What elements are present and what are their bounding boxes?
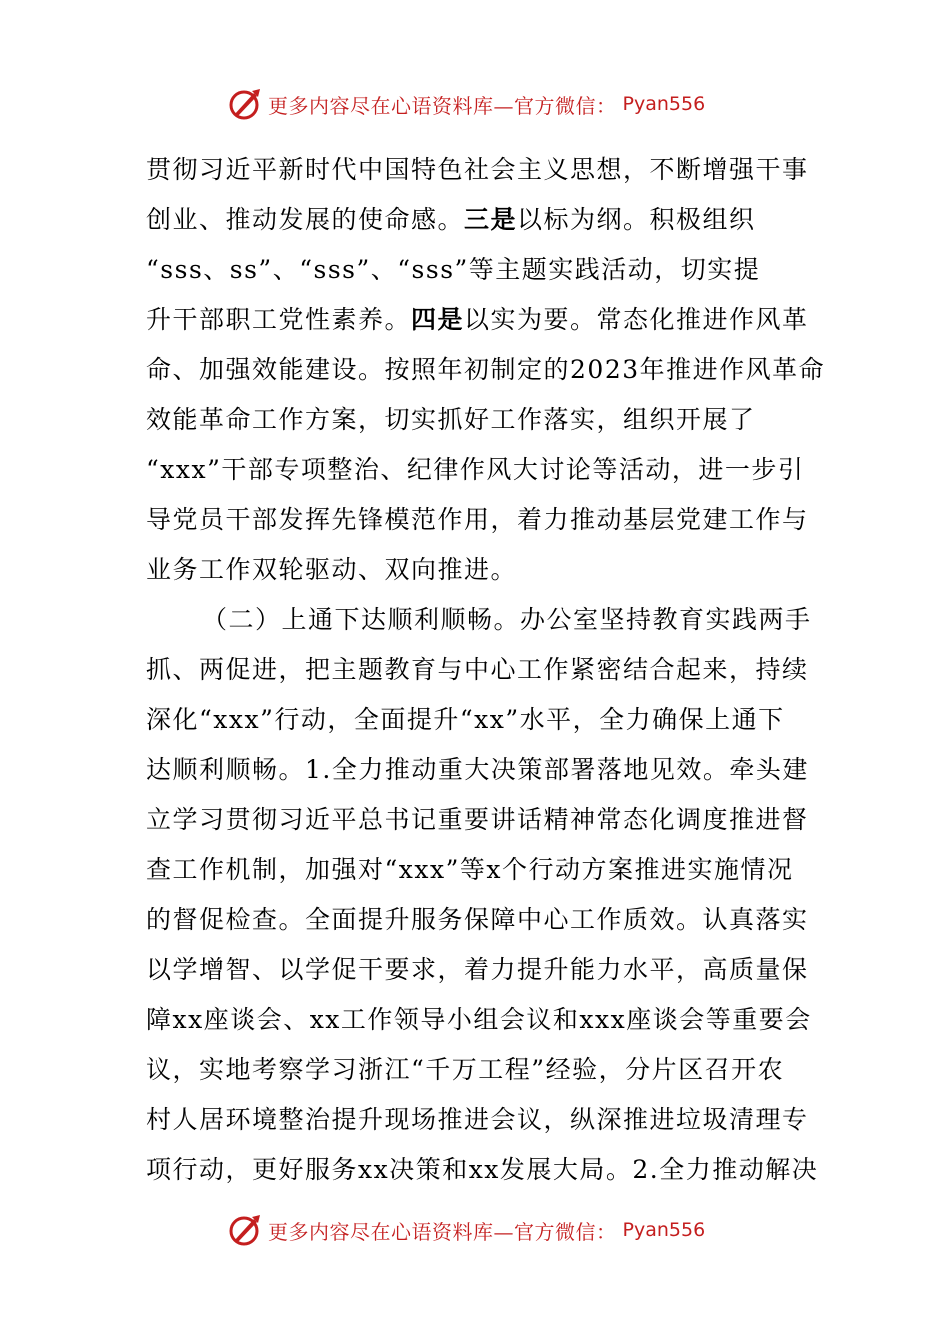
text-line: 达顺利顺畅。1.全力推动重大决策部署落地见效。牵头建 — [146, 755, 809, 784]
text-line: 命、加强效能建设。按照年初制定的2023年推进作风革命 — [146, 355, 826, 384]
text-line: 贯彻习近平新时代中国特色社会主义思想，不断增强干事 — [146, 155, 809, 184]
text-line: 查工作机制，加强对“xxx”等x个行动方案推进实施情况 — [146, 855, 794, 884]
document-body — [146, 145, 826, 1195]
text-line: 以学增智、以学促干要求，着力提升能力水平，高质量保 — [146, 955, 809, 984]
text-line: 业务工作双轮驱动、双向推进。 — [146, 555, 518, 584]
text-line: 的督促检查。全面提升服务保障中心工作质效。认真落实 — [146, 905, 809, 934]
header-watermark — [228, 86, 705, 122]
text-line: “xxx”干部专项整治、纪律作风大讨论等活动，进一步引 — [146, 455, 805, 484]
text-line: 村人居环境整治提升现场推进会议，纵深推进垃圾清理专 — [146, 1105, 809, 1134]
quill-logo-icon — [228, 87, 262, 121]
watermark-wechat-id: Pyan556 — [622, 93, 706, 115]
text-line: 立学习贯彻习近平总书记重要讲话精神常态化调度推进督 — [146, 805, 809, 834]
text-line: “sss、ss”、“sss”、“sss”等主题实践活动，切实提 — [146, 255, 761, 284]
section-heading-line: （二）上通下达顺利顺畅。办公室坚持教育实践两手 — [202, 605, 812, 634]
bold-label: 三是 — [464, 205, 518, 234]
text-line: 创业、推动发展的使命感。三是以标为纲。积极组织 — [146, 205, 756, 234]
text-line: 项行动，更好服务xx决策和xx发展大局。2.全力推动解决 — [146, 1155, 819, 1184]
bold-label: 四是 — [411, 305, 465, 334]
watermark-wechat-id: Pyan556 — [622, 1219, 706, 1241]
text-line: 深化“xxx”行动，全面提升“xx”水平，全力确保上通下 — [146, 705, 785, 734]
text-line: 导党员干部发挥先锋模范作用，着力推动基层党建工作与 — [146, 505, 809, 534]
text-line: 议，实地考察学习浙江“千万工程”经验，分片区召开农 — [146, 1055, 785, 1084]
text-line: 效能革命工作方案，切实抓好工作落实，组织开展了 — [146, 405, 756, 434]
text-line: 抓、两促进，把主题教育与中心工作紧密结合起来，持续 — [146, 655, 809, 684]
text-line: 升干部职工党性素养。四是以实为要。常态化推进作风革 — [146, 305, 809, 334]
watermark-text: 更多内容尽在心语资料库—官方微信： — [268, 93, 617, 118]
footer-watermark — [228, 1212, 705, 1248]
quill-logo-icon — [228, 1213, 262, 1247]
watermark-text: 更多内容尽在心语资料库—官方微信： — [268, 1219, 617, 1244]
text-line: 障xx座谈会、xx工作领导小组会议和xxx座谈会等重要会 — [146, 1005, 812, 1034]
